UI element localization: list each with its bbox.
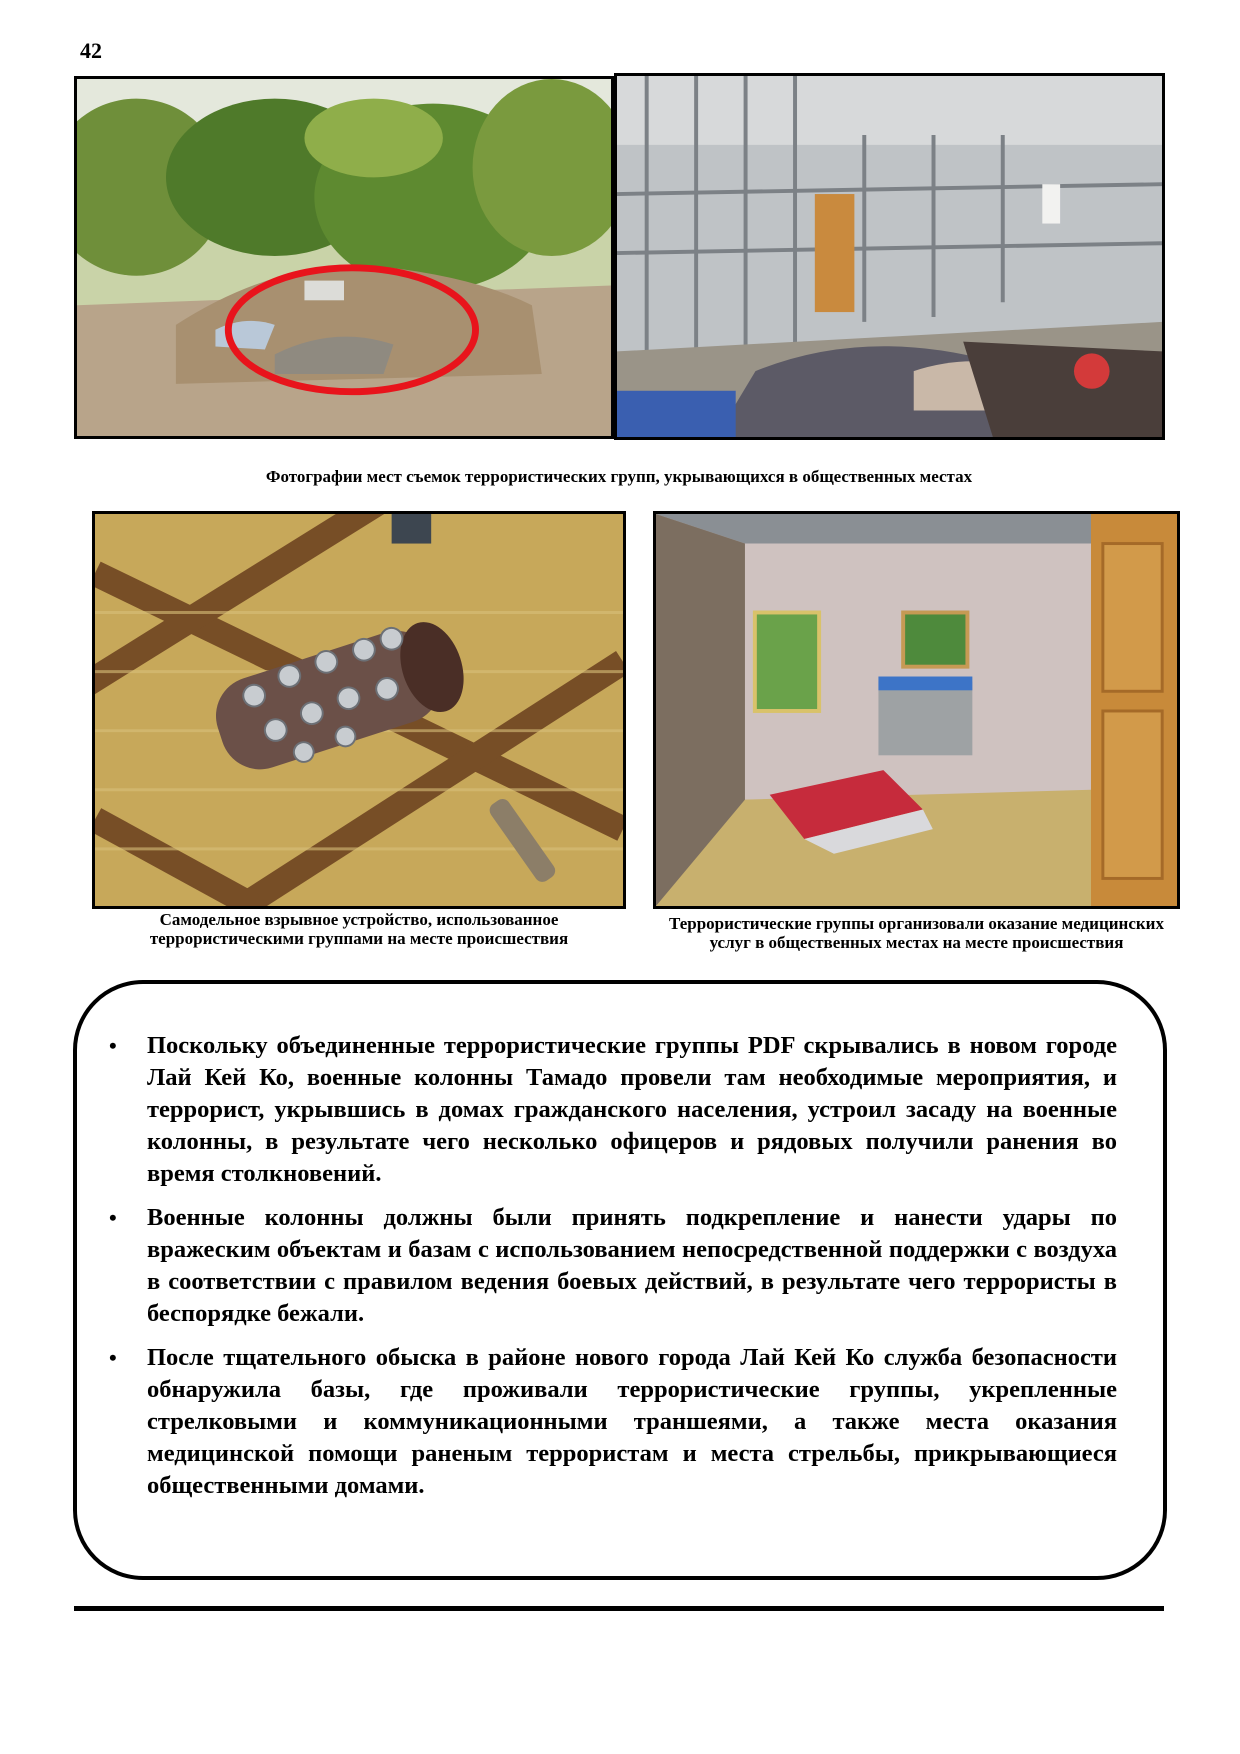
summary-bullet-list xyxy=(107,1030,1117,1514)
list-item xyxy=(107,1202,1117,1330)
photo-improvised-explosive-device xyxy=(92,511,626,909)
bullet-icon: • xyxy=(109,1033,117,1058)
caption-explosive-device: Самодельное взрывное устройство, использованное террористическими группами на месте происшествия xyxy=(149,910,569,948)
bullet-icon: • xyxy=(109,1205,117,1230)
bullet-text: Поскольку объединенные террористические группы PDF скрывались в новом городе Лай Кей Ко, военные колонны Тамадо провели там необходимые мероприятия, и террорист, укрывшись в домах гражданского населения, устроил засаду на военные колонны, в результате чего несколько офицеров и рядовых получили ранения во время столкновений. xyxy=(147,1032,1117,1187)
photo-garden-with-red-circle xyxy=(74,76,614,439)
bullet-icon: • xyxy=(109,1345,117,1370)
footer-divider xyxy=(74,1606,1164,1611)
list-item xyxy=(107,1030,1117,1190)
bullet-text: Военные колонны должны были принять подкрепление и нанести удары по вражеским объектам и базам с использованием непосредственной поддержки с воздуха в соответствии с правилом ведения боевых действий, в результате чего террористы в беспорядке бежали. xyxy=(147,1204,1117,1327)
photo-damaged-building-interior xyxy=(614,73,1165,440)
summary-text-box xyxy=(73,980,1167,1580)
bullet-text: После тщательного обыска в районе нового города Лай Кей Ко служба безопасности обнаружила базы, где проживали террористические группы, укрепленные стрелковыми и коммуникационными траншеями, а также места оказания медицинской помощи раненым террористам и места стрельбы, прикрывающиеся общественными домами. xyxy=(147,1344,1117,1499)
photo-room-with-mattress xyxy=(653,511,1180,909)
page-number: 42 xyxy=(80,38,102,63)
caption-medical-services: Террористические группы организовали оказание медицинских услуг в общественных местах на месте происшествия xyxy=(669,914,1164,952)
caption-top-photos: Фотографии мест съемок террористических групп, укрывающихся в общественных местах xyxy=(265,467,973,486)
list-item xyxy=(107,1342,1117,1502)
